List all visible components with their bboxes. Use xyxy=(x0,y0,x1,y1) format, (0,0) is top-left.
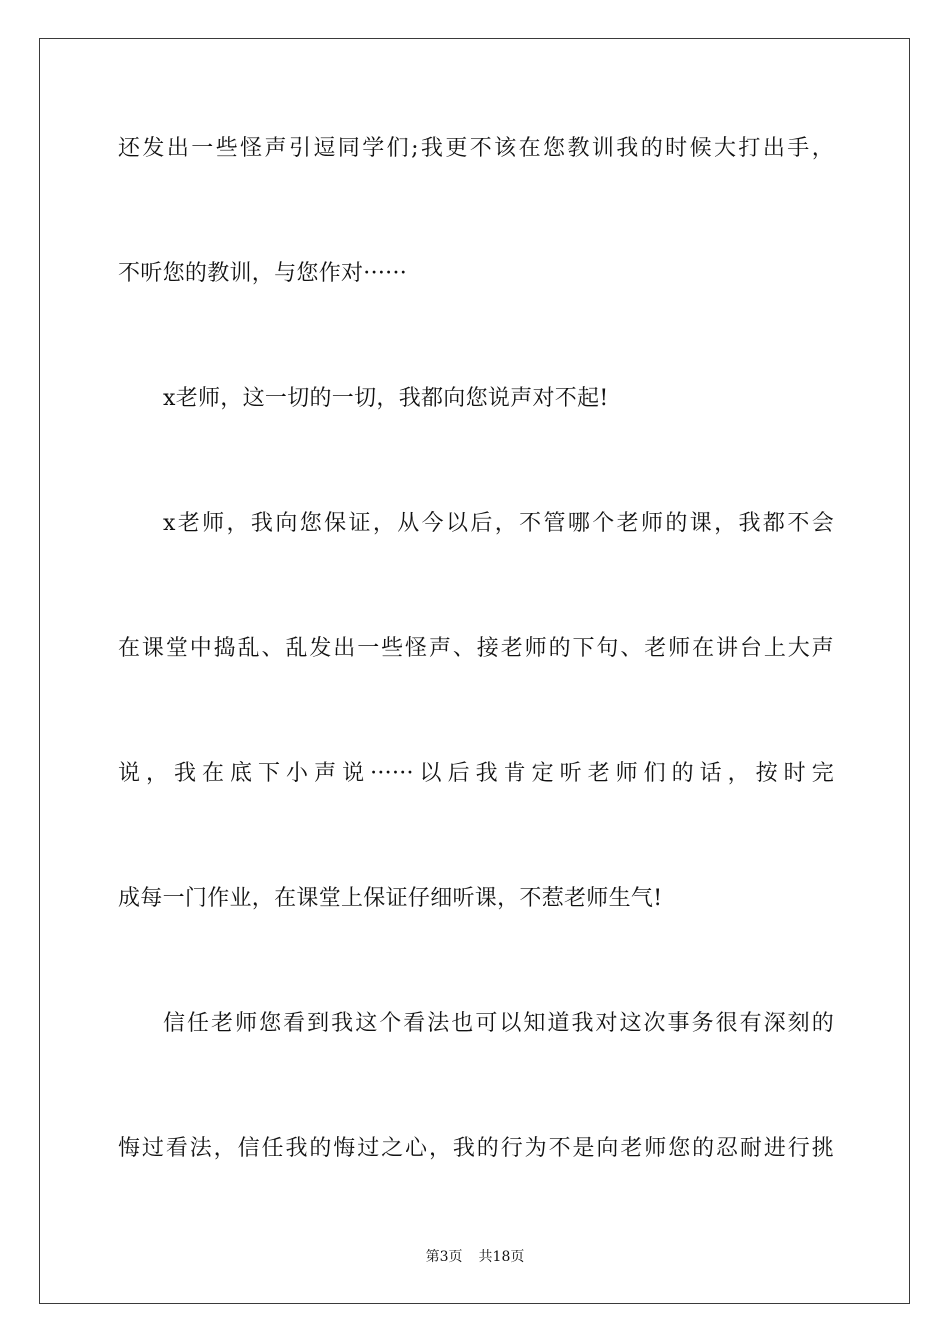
text-line-4: x老师，我向您保证，从今以后，不管哪个老师的课，我都不会 xyxy=(163,511,834,536)
text-line-2: 不听您的教训，与您作对······ xyxy=(118,261,408,286)
page-border xyxy=(39,38,910,1304)
text-line-3: x老师，这一切的一切，我都向您说声对不起! xyxy=(163,386,609,411)
text-line-6: 说，我在底下小声说······以后我肯定听老师们的话，按时完 xyxy=(118,761,834,786)
text-line-1: 还发出一些怪声引逗同学们;我更不该在您教训我的时候大打出手， xyxy=(118,136,834,161)
page-total: 共18页 xyxy=(478,1249,525,1265)
text-line-9: 悔过看法，信任我的悔过之心，我的行为不是向老师您的忍耐进行挑 xyxy=(118,1136,834,1161)
text-line-8: 信任老师您看到我这个看法也可以知道我对这次事务很有深刻的 xyxy=(163,1011,834,1036)
text-line-7: 成每一门作业，在课堂上保证仔细听课，不惹老师生气! xyxy=(118,886,663,911)
text-line-5: 在课堂中捣乱、乱发出一些怪声、接老师的下句、老师在讲台上大声 xyxy=(118,636,834,661)
page-number: 第3页 xyxy=(425,1249,463,1265)
page-footer xyxy=(0,1247,950,1267)
